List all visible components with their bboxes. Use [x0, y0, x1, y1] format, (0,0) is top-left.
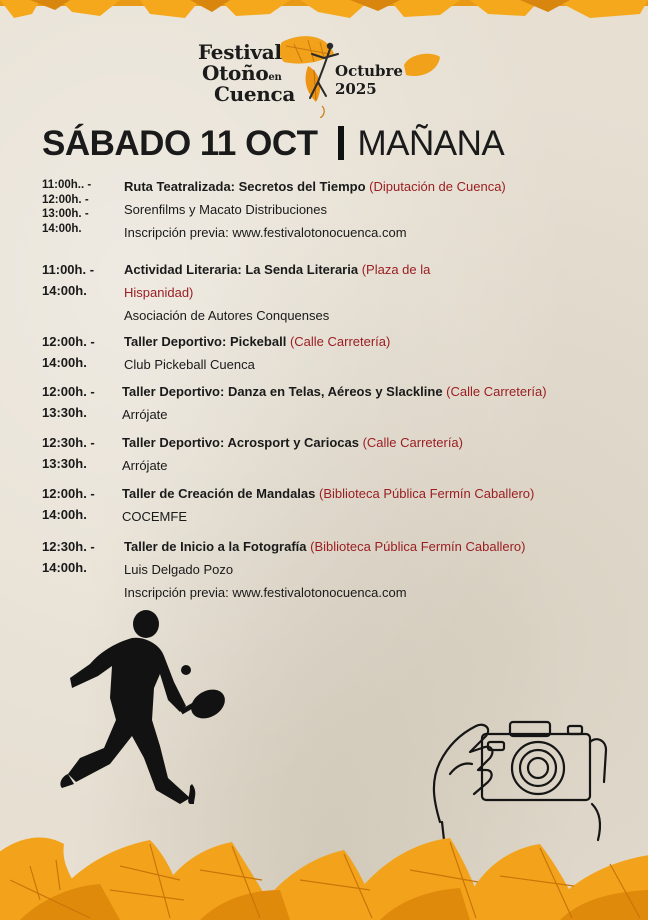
event-time: [42, 538, 120, 576]
event-place-continued: Hispanidad): [124, 285, 194, 300]
event-organizer: Sorenfilms y Macato Distribuciones: [124, 202, 328, 217]
logo-line-festival: Festival: [198, 40, 282, 64]
event-place: (Calle Carretería): [289, 334, 391, 349]
event-time: [42, 434, 120, 472]
page-heading: [42, 124, 504, 164]
event-organizer: Club Pickeball Cuenca: [124, 357, 255, 372]
event-heading-line: [124, 258, 624, 281]
event-place: (Biblioteca Pública Fermín Caballero): [310, 539, 526, 554]
event-body: [124, 535, 624, 604]
event-time-line: 11:00h. -: [42, 262, 95, 277]
event-body: [124, 330, 624, 376]
logo-en-text: en: [268, 72, 282, 83]
event-time-line: 12:30h. -: [42, 539, 95, 554]
event-heading-line: [124, 175, 624, 198]
event-title: Taller Deportivo: Danza en Telas, Aéreos y Slackline: [122, 384, 443, 399]
heading-part-of-day: MAÑANA: [357, 124, 505, 163]
event-body: [122, 482, 622, 528]
event-time-line: 13:30h.: [42, 456, 87, 471]
event-place: (Plaza de la: [361, 262, 431, 277]
event-time: [42, 261, 120, 299]
event-time: [42, 383, 120, 421]
event-time-line: 12:00h. -: [42, 334, 95, 349]
event-registration: Inscripción previa: www.festivalotonocuenca.com: [124, 225, 407, 240]
event-time: [42, 485, 120, 523]
event-heading-line: [122, 482, 622, 505]
event-place: (Biblioteca Pública Fermín Caballero): [319, 486, 535, 501]
event-organizer: Asociación de Autores Conquenses: [124, 308, 330, 323]
event-title: Taller Deportivo: Acrosport y Cariocas: [122, 435, 359, 450]
event-title: Taller Deportivo: Pickeball: [124, 334, 287, 349]
event-time: [42, 178, 120, 236]
event-time-line: 14:00h.: [42, 222, 82, 235]
event-heading-line: [122, 380, 622, 403]
event-time-line: 14:00h.: [42, 507, 87, 522]
event-registration: Inscripción previa: www.festivalotonocuenca.com: [124, 585, 407, 600]
event-time: [42, 333, 120, 371]
event-heading-line: [124, 330, 624, 353]
top-leaf-border: [0, 0, 648, 20]
event-title: Ruta Teatralizada: Secretos del Tiempo: [124, 179, 366, 194]
logo-line-cuenca: Cuenca: [214, 82, 296, 106]
event-time-line: 12:00h. -: [42, 193, 89, 206]
event-title: Taller de Creación de Mandalas: [122, 486, 316, 501]
event-time-line: 12:30h. -: [42, 435, 95, 450]
event-body: [122, 431, 622, 477]
heading-separator: [338, 126, 344, 160]
event-organizer: Arrójate: [122, 458, 168, 473]
bottom-leaf-border: [0, 820, 648, 920]
event-time-line: 14:00h.: [42, 283, 87, 298]
event-body: [124, 175, 624, 244]
logo-year: 2025: [335, 80, 377, 98]
logo-date: [335, 62, 446, 98]
event-time-line: 12:00h. -: [42, 384, 95, 399]
logo-month: Octubre: [335, 62, 403, 80]
event-body: [122, 380, 622, 426]
event-time-line: 13:30h.: [42, 405, 87, 420]
logo-otono-text: Otoño: [202, 61, 269, 85]
event-time-line: 13:00h. -: [42, 208, 89, 220]
event-title: Taller de Inicio a la Fotografía: [124, 539, 307, 554]
event-organizer: COCEMFE: [122, 509, 187, 524]
event-time-line: 11:00h.. -: [42, 179, 92, 191]
event-organizer: Luis Delgado Pozo: [124, 562, 234, 577]
heading-date: SÁBADO 11 OCT: [42, 124, 318, 163]
event-organizer: Arrójate: [122, 407, 168, 422]
pickleball-player-illustration: [40, 608, 240, 813]
event-place: (Diputación de Cuenca): [369, 179, 506, 194]
event-heading-line: [124, 535, 624, 558]
event-time-line: 12:00h. -: [42, 486, 95, 501]
event-time-line: 14:00h.: [42, 560, 87, 575]
event-heading-line: [122, 431, 622, 454]
event-body: [124, 258, 624, 327]
event-time-line: 14:00h.: [42, 355, 87, 370]
event-title: Actividad Literaria: La Senda Literaria: [124, 262, 359, 277]
event-place: (Calle Carretería): [446, 384, 547, 399]
festival-logo: [196, 34, 446, 114]
event-place: (Calle Carretería): [362, 435, 463, 450]
